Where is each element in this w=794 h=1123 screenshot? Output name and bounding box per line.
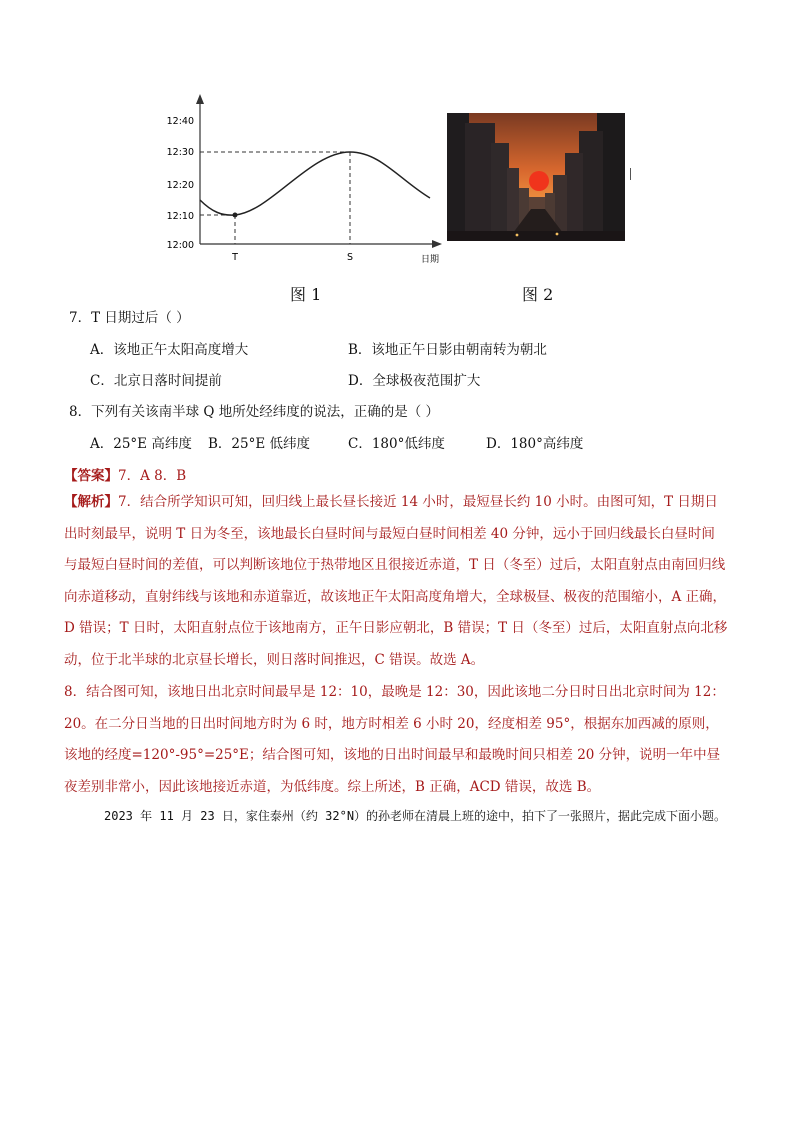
q8-option-a: A．25°E 高纬度	[90, 436, 192, 452]
q7-option-d: D．全球极夜范围扩大	[348, 373, 481, 389]
min-point	[233, 213, 238, 218]
building	[565, 153, 583, 241]
y-tick-label: 12:30	[166, 147, 194, 158]
analysis-label: 【解析】	[64, 494, 118, 510]
car-light	[556, 233, 559, 236]
q7-option-a: A．该地正午太阳高度增大	[90, 342, 249, 358]
q8-option-d: D．180°高纬度	[486, 436, 584, 452]
answer-line	[64, 466, 186, 486]
x-axis-label: 日期	[420, 255, 440, 265]
figure2-caption: 图 2	[522, 285, 554, 304]
divider-mark	[630, 168, 631, 180]
analysis-q8: 8．结合图可知，该地日出北京时间最早是 12：10，最晚是 12：30，因此该地二分日时日出北京时间为 12：20。在二分日当地的日出时间地方时为 6 时，地方时相差 6 小时 20，经度相差 95°，根据东加西减的原则，该地的经度=120°-95°=25°E；结合图可知，该地的日出时间最早和最晚时间只相差 20 分钟，说明一年中昼夜差别非常小，因此该地接近赤道，为低纬度。综上所述，B 正确，ACD 错误，故选 B。	[64, 684, 725, 795]
building	[465, 123, 495, 241]
car-light	[516, 234, 519, 237]
x-axis-arrow-icon	[432, 240, 442, 248]
next-question-lead: 2023 年 11 月 23 日，家住泰州（约 32°N）的孙老师在清晨上班的途中，拍下了一张照片，据此完成下面小题。	[104, 809, 727, 823]
figure1-caption: 图 1	[290, 285, 322, 304]
answer-label: 【答案】	[64, 468, 118, 484]
y-tick-label: 12:10	[166, 211, 194, 222]
figure2-photo	[447, 113, 625, 241]
q8-option-b: B．25°E 低纬度	[208, 436, 310, 452]
analysis-q7	[64, 487, 728, 676]
sunrise-curve	[200, 152, 430, 215]
q8-option-c: C．180°低纬度	[348, 436, 445, 452]
y-tick-label: 12:40	[166, 116, 194, 127]
q7-option-b: B．该地正午日影由朝南转为朝北	[348, 342, 547, 358]
sun-icon	[529, 171, 549, 191]
q7-option-c: C．北京日落时间提前	[90, 373, 222, 389]
q8-stem: 8．下列有关该南半球 Q 地所处经纬度的说法，正确的是（ ）	[69, 404, 440, 420]
figure1-chart	[160, 90, 450, 270]
answer-text: 7．A 8．B	[118, 468, 187, 484]
q7-stem: 7．T 日期过后（ ）	[69, 310, 190, 326]
y-tick-label: 12:00	[166, 240, 194, 251]
building	[491, 143, 509, 241]
street	[447, 231, 625, 241]
y-axis-arrow-icon	[196, 94, 204, 104]
x-mark-s: S	[346, 252, 354, 263]
y-tick-label: 12:20	[166, 180, 194, 191]
analysis-q7-text: 7．结合所学知识可知，回归线上最长昼长接近 14 小时，最短昼长约 10 小时。由图可知，T 日期日出时刻最早，说明 T 日为冬至，该地最长白昼时间与最短白昼时间相差 40 分钟，远小于回归线最长白昼时间与最短白昼时间的差值，可以判断该地位于热带地区且很接近赤道，T 日（冬至）过后，太阳直射点由南回归线向赤道移动，直射纬线与该地和赤道靠近，故该地正午太阳高度角增大，全球极昼、极夜的范围缩小，A 正确，D 错误；T 日时，太阳直射点位于该地南方，正午日影应朝北，B 错误；T 日（冬至）过后，太阳直射点向北移动，位于北半球的北京昼长增长，则日落时间推迟，C 错误。故选 A。	[64, 494, 728, 668]
x-mark-t: T	[232, 252, 238, 263]
